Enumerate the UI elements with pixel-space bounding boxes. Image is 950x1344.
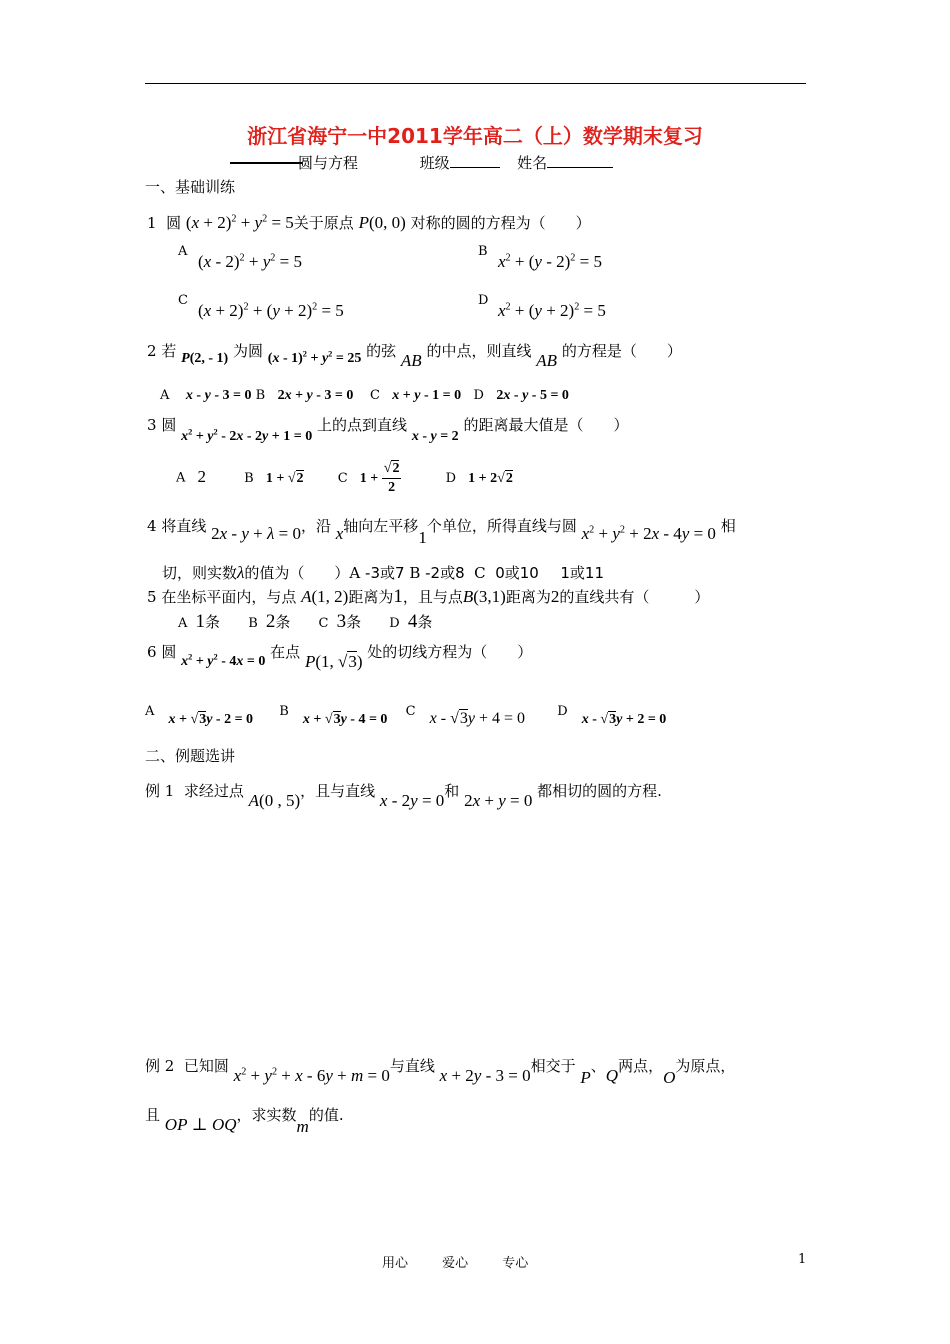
math-expression: AB [400, 351, 422, 370]
name-blank [547, 153, 613, 168]
example-1: 例 1 求经过点 A(0 , 5)，且与直线 x - 2y = 0和 2x + y = 0 都相切的圆的方程. [145, 782, 662, 810]
option-c: x - √3y + 4 = 0 [429, 710, 526, 727]
math-expression: x [335, 524, 344, 543]
subtitle-line [298, 152, 613, 173]
question-number: 3 [147, 416, 157, 434]
topic: 圆与方程 [298, 154, 359, 172]
option-label: D [478, 293, 489, 308]
option-d: $x^2 + (y + 2)^2 = 5$ [498, 301, 606, 320]
question-5: 5 在坐标平面内，与点 A(1, 2)距离为1，且与点B(3,1)距离为2的直线共有（ ） [147, 586, 710, 607]
math-expression: x + 2y - 3 = 0 [439, 1066, 531, 1085]
subtitle-rule [230, 162, 302, 164]
option-d: 1或11 [560, 564, 605, 582]
option-label: A [178, 244, 188, 259]
option-c: 3 [336, 611, 347, 632]
math-expression: 2x - y + λ = 0 [211, 524, 301, 543]
math-expression: Q [605, 1066, 619, 1085]
option-a: 2 [197, 466, 207, 486]
question-number: 6 [147, 643, 157, 661]
math-expression: $(x + 2)^2 + y^2 = 5$ [185, 213, 294, 232]
question-6: 6 圆 $x^2 + y^2 - 4x = 0$ 在点 P(1, √3) 处的切线方程为（ ） [147, 643, 533, 671]
q3-options: A 2 B 1 + √2 C 1 + $\frac{√2}{2}$ D 1 + 2√2 [176, 461, 513, 495]
header-rule [145, 83, 806, 84]
q2-options: A x - y - 3 = 0 B 2x + y - 3 = 0 C x + y - 1 = 0 D 2x - y - 5 = 0 [160, 388, 569, 403]
q5-options: A 1条 B 2条 C 3条 D 4条 [178, 611, 433, 632]
math-expression: A(1, 2) [301, 587, 349, 606]
class-blank [450, 153, 500, 168]
example-2: 例 2 已知圆 $x^2 + y^2 + x - 6y + m = 0$与直线 x + 2y - 3 = 0相交于 P、Q两点，O为原点， [145, 1057, 736, 1087]
section-heading-1: 一、基础训练 [145, 178, 236, 196]
math-expression: $(x - 1)^2 + y^2 = 25$ [267, 349, 362, 366]
option-d: 4 [407, 611, 418, 632]
option-b: -2或8 [425, 564, 465, 582]
q6-options: A x + √3y - 2 = 0 B x + √3y - 4 = 0 C x - √3y + 4 = 0 D x - √3y + 2 = 0 [145, 704, 667, 727]
question-number: 5 [147, 588, 157, 606]
math-expression: AB [536, 351, 558, 370]
example-label: 例 2 [145, 1057, 175, 1075]
math-expression: $x^2 + y^2 + x - 6y + m = 0$ [233, 1066, 390, 1085]
option-d: 2x - y - 5 = 0 [496, 388, 569, 403]
section-heading-2: 二、例题选讲 [145, 747, 236, 765]
option-label: B [478, 244, 488, 259]
math-expression: OP ⊥ OQ [164, 1115, 237, 1134]
question-3: 3 圆 $x^2 + y^2 - 2x - 2y + 1 = 0$ 上的点到直线 x - y = 2 的距离最大值是（ ） [147, 416, 629, 444]
math-expression: x - 2y = 0 [379, 791, 445, 810]
math-expression: P(2, - 1) [181, 351, 229, 366]
question-2: 2 若 P(2, - 1) 为圆 $(x - 1)^2 + y^2 = 25$ 的弦 AB 的中点，则直线 AB 的方程是（ ） [147, 342, 682, 370]
question-number: 4 [147, 517, 157, 535]
question-number: 1 [147, 214, 157, 232]
option-d: x - √3y + 2 = 0 [581, 712, 667, 727]
math-expression: P(1, √3) [304, 652, 363, 671]
option-d: 1 + 2√2 [468, 470, 513, 486]
example-2-line2: 且 OP ⊥ OQ，求实数m的值. [145, 1106, 344, 1136]
option-label: C [178, 293, 188, 308]
math-expression: $x^2 + y^2 - 4x = 0$ [181, 652, 266, 669]
question-4: 4 将直线 2x - y + λ = 0，沿 x轴向左平移1个单位，所得直线与圆 $x^2 + y^2 + 2x - 4y = 0$ 相 [147, 517, 736, 547]
math-expression: 1 [393, 586, 403, 607]
option-a: x - y - 3 = 0 [185, 388, 252, 403]
question-number: 2 [147, 342, 157, 360]
question-4-line2: 切，则实数λ的值为（ ）A -3或7 B -2或8 C 0或10 1或11 [162, 563, 605, 582]
math-expression: 2 [550, 587, 560, 606]
math-expression: B(3,1) [462, 587, 506, 606]
option-a: 1 [195, 611, 206, 632]
example-label: 例 1 [145, 782, 175, 800]
option-b: 2x + y - 3 = 0 [277, 388, 354, 403]
option-c: 0或10 [495, 564, 539, 582]
math-expression: A(0 , 5) [248, 791, 301, 810]
math-expression: O [663, 1068, 676, 1087]
math-expression: P [580, 1068, 591, 1087]
option-a: -3或7 [365, 564, 405, 582]
math-expression: P(0, 0) [358, 213, 406, 232]
option-b: 1 + √2 [265, 470, 304, 486]
document-title: 浙江省海宁一中2011学年高二（上）数学期末复习 [247, 124, 703, 148]
math-expression: $x^2 + y^2 + 2x - 4y = 0$ [581, 524, 716, 543]
math-expression: 1 [418, 528, 427, 547]
option-b: x + √3y - 4 = 0 [302, 712, 388, 727]
option-a: $(x - 2)^2 + y^2 = 5$ [198, 252, 302, 271]
math-expression: m [296, 1117, 309, 1136]
page-number: 1 [798, 1252, 807, 1267]
option-c: x + y - 1 = 0 [392, 388, 462, 403]
option-b: $x^2 + (y - 2)^2 = 5$ [498, 252, 602, 271]
math-expression: x - y = 2 [411, 429, 459, 444]
option-c: 1 + $\frac{√2}{2}$ [359, 461, 400, 495]
math-expression: λ [237, 563, 245, 582]
class-label: 班级 [419, 154, 450, 172]
option-c: $(x + 2)^2 + (y + 2)^2 = 5$ [198, 301, 344, 320]
option-b: 2 [265, 611, 276, 632]
math-expression: $x^2 + y^2 - 2x - 2y + 1 = 0$ [181, 427, 313, 444]
math-expression: 2x + y = 0 [464, 791, 533, 810]
name-label: 姓名 [517, 154, 548, 172]
question-1: 1 圆 $(x + 2)^2 + y^2 = 5$关于原点 P(0, 0) 对称的圆的方程为（ ） [147, 213, 591, 232]
option-a: x + √3y - 2 = 0 [168, 712, 254, 727]
page-footer: 用心 爱心 专心 [382, 1256, 529, 1271]
